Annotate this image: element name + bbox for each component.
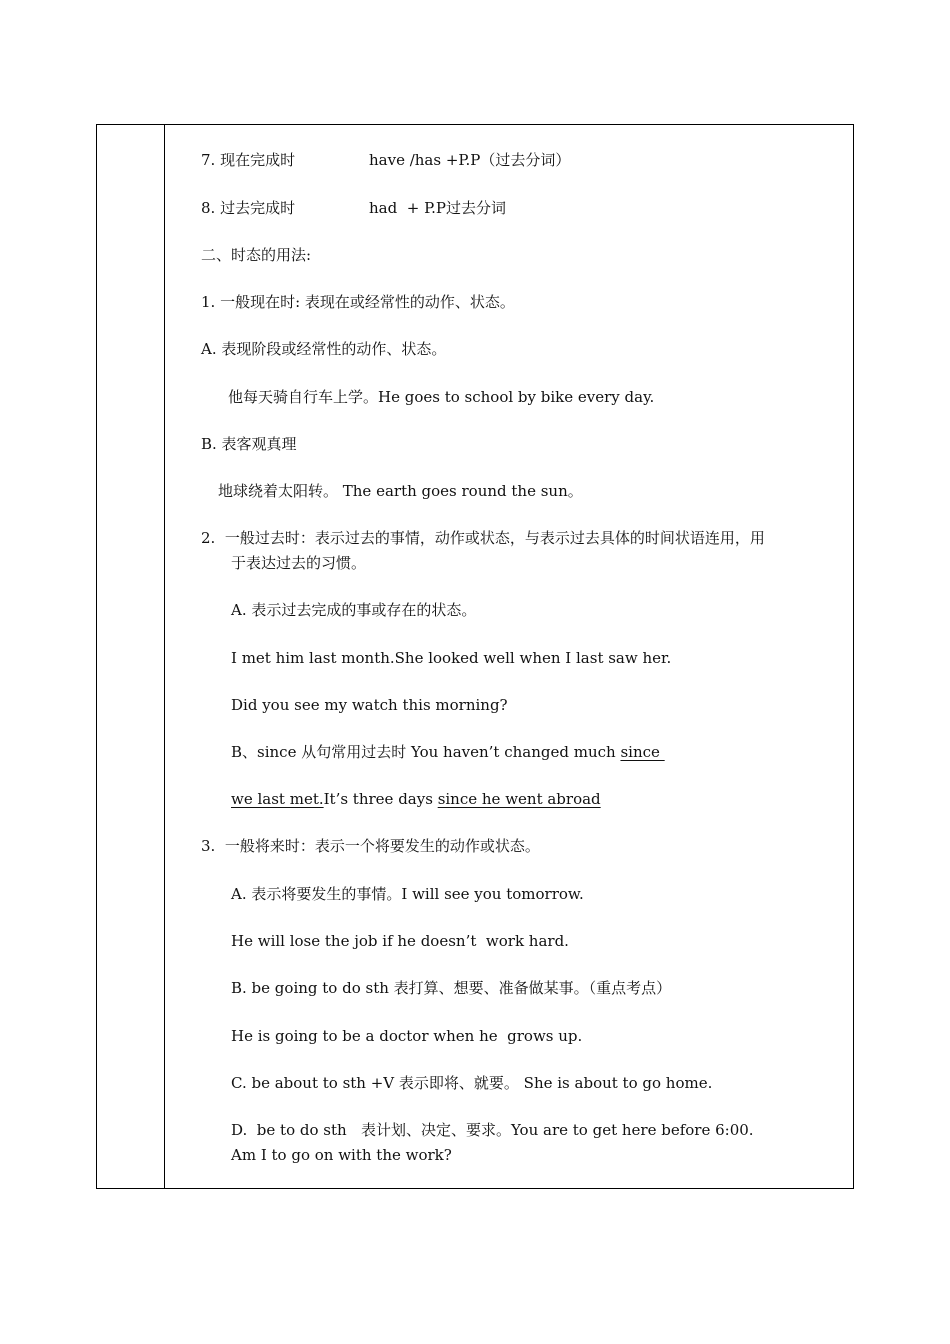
simple-past-b-text: B、since 从句常用过去时 You haven’t changed much [231, 743, 621, 761]
simple-future-b: B. be going to do sth 表打算、想要、准备做某事。（重点考点） [231, 979, 672, 997]
simple-past-heading-line1: 2. 一般过去时：表示过去的事情，动作或状态，与表示过去具体的时间状语连用，用 [201, 529, 765, 547]
simple-past-b-underlined: since [620, 743, 665, 761]
simple-present-b: B. 表客观真理 [201, 435, 297, 453]
simple-past-a: A. 表示过去完成的事或存在的状态。 [231, 601, 477, 619]
tense-7-formula: have /has +P.P（过去分词） [369, 151, 571, 169]
tense-8-formula: had + P.P过去分词 [369, 199, 506, 217]
column-divider [164, 125, 165, 1188]
tense-8 [201, 198, 506, 218]
simple-present-b-example: 地球绕着太阳转。 The earth goes round the sun。 [218, 482, 583, 500]
simple-future-heading: 3. 一般将来时：表示一个将要发生的动作或状态。 [201, 837, 540, 855]
tense-8-label: 8. 过去完成时 [201, 199, 296, 217]
simple-past-b [231, 742, 665, 762]
simple-future-d-line1: D. be to do sth 表计划、决定、要求。You are to get here before 6:00. [231, 1121, 754, 1139]
simple-past-example-2: Did you see my watch this morning? [231, 696, 508, 714]
simple-present-a-example: 他每天骑自行车上学。He goes to school by bike every day. [228, 388, 655, 406]
simple-past-b-underlined-clause: we last met. [231, 790, 324, 808]
simple-future-b-example: He is going to be a doctor when he grows up. [231, 1027, 583, 1045]
simple-past-b-continued [231, 789, 601, 809]
simple-past-heading-line2: 于表达过去的习惯。 [231, 554, 367, 572]
section-2-title: 二、时态的用法: [201, 246, 312, 264]
tense-7 [201, 150, 570, 170]
simple-future-c: C. be about to sth +V 表示即将、就要。 She is about to go home. [231, 1074, 713, 1092]
simple-future-a-example: He will lose the job if he doesn’t work hard. [231, 932, 569, 950]
tense-7-label: 7. 现在完成时 [201, 151, 296, 169]
simple-present-heading: 1. 一般现在时: 表现在或经常性的动作、状态。 [201, 293, 515, 311]
simple-future-d-line2: Am I to go on with the work? [231, 1146, 452, 1164]
simple-past-example-1: I met him last month.She looked well when I last saw her. [231, 649, 672, 667]
simple-past-b-underlined-clause-2: since he went abroad [437, 790, 601, 808]
simple-present-a: A. 表现阶段或经常性的动作、状态。 [201, 340, 447, 358]
simple-future-a: A. 表示将要发生的事情。I will see you tomorrow. [231, 885, 584, 903]
simple-past-b-mid-text: It’s three days [323, 790, 438, 808]
